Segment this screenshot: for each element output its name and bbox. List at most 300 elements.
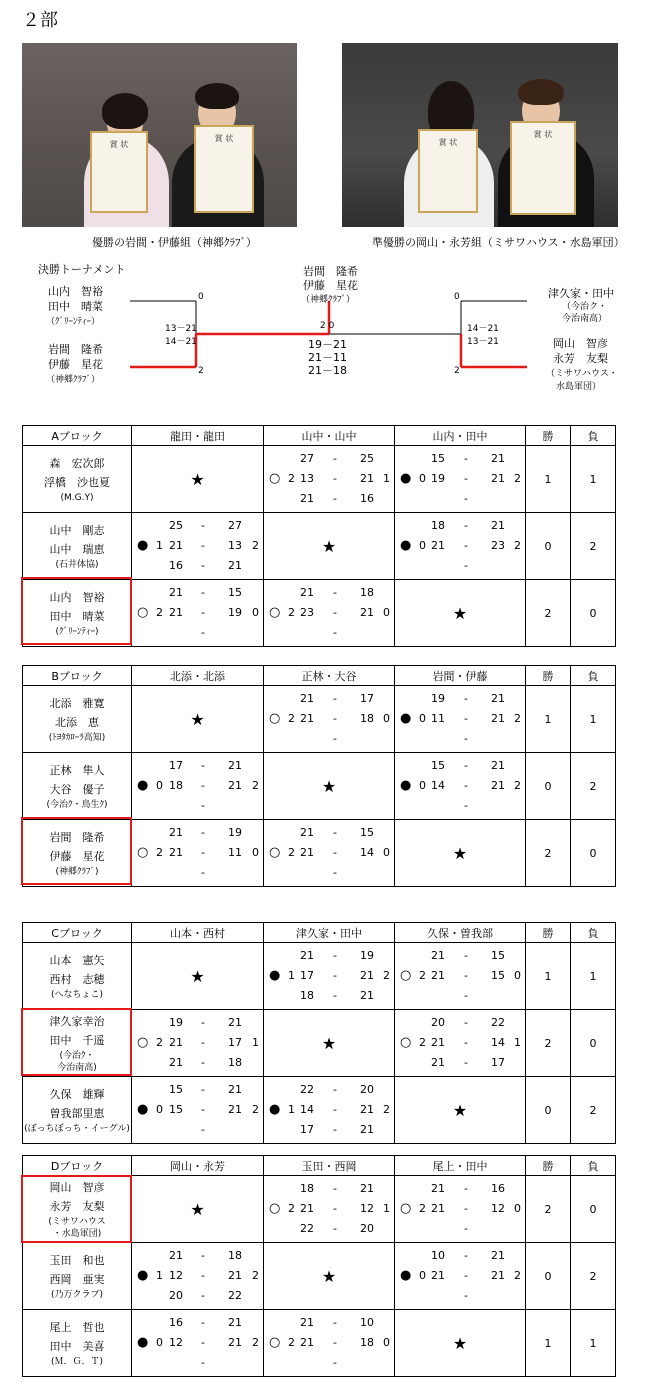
champion-club: （神郷ｸﾗﾌﾞ） — [301, 295, 356, 305]
games-lost: 0 — [383, 1336, 390, 1349]
losses-count: 1 — [571, 1310, 616, 1377]
player-name: 正林 隼人 — [49, 764, 105, 777]
game-score: 17 — [300, 969, 314, 982]
games-won: 0 — [419, 1269, 426, 1282]
losses-count: 0 — [571, 1176, 616, 1243]
column-header: 山内・田中 — [395, 426, 526, 446]
score-dash: - — [464, 452, 468, 465]
self-match-star: ★ — [321, 1266, 337, 1286]
score-dash: - — [464, 969, 468, 982]
team-club: (へなちょこ) — [50, 990, 104, 1000]
score-dash: - — [464, 779, 468, 792]
games-won: 2 — [156, 1036, 163, 1049]
score-dash: - — [201, 586, 205, 599]
games-won: 0 — [156, 779, 163, 792]
score-dash: - — [201, 826, 205, 839]
game-score: 18 — [360, 712, 374, 725]
column-header: 尾上・田中 — [395, 1156, 526, 1176]
games-won: 1 — [156, 539, 163, 552]
score-dash: - — [333, 1123, 337, 1136]
team-club: (M.G.Y) — [60, 493, 94, 503]
self-match-star: ★ — [190, 966, 205, 986]
game-score: 16 — [169, 1316, 183, 1329]
player-name: 岩間 隆希 — [49, 831, 105, 844]
wins-count: 0 — [526, 753, 571, 820]
score-dash: - — [464, 989, 468, 1002]
score-dash: - — [201, 799, 205, 812]
score-dash: - — [201, 1356, 205, 1369]
game-score: 18 — [228, 1056, 242, 1069]
match-cell — [132, 513, 264, 580]
team-club: (ﾄﾖﾀｶﾛｰﾗ高知) — [48, 733, 106, 743]
wins-count: 2 — [526, 820, 571, 887]
score-dash: - — [333, 866, 337, 879]
top-left-player2: 田中 晴菜 — [48, 300, 103, 313]
score-dash: - — [201, 1123, 205, 1136]
winners-photo: 賞 状 賞 状 — [22, 43, 297, 227]
game-score: 21 — [228, 1103, 242, 1116]
match-cell — [264, 753, 395, 820]
score-dash: - — [464, 1289, 468, 1302]
game-score: 19 — [360, 949, 374, 962]
game-score: 21 — [431, 1202, 445, 1215]
player-name: 山内 智裕 — [49, 591, 105, 604]
match-cell — [264, 1077, 395, 1144]
player-name: 浮橋 沙也夏 — [44, 476, 110, 489]
result-mark: ○ — [400, 1035, 412, 1050]
team-cell — [23, 1243, 132, 1310]
match-cell — [264, 820, 395, 887]
bottom-left-club: （神郷ｸﾗﾌﾞ） — [46, 375, 101, 385]
table-row — [23, 686, 616, 753]
score-dash: - — [333, 712, 337, 725]
player-name: 岡山 智彦 — [49, 1181, 105, 1194]
top-right-score: 0 — [454, 292, 460, 302]
game-score: 22 — [300, 1083, 314, 1096]
match-cell — [395, 1310, 526, 1377]
match-cell — [395, 446, 526, 513]
game-score: 21 — [491, 759, 505, 772]
match-cell — [395, 1176, 526, 1243]
score-dash: - — [333, 626, 337, 639]
score-dash: - — [201, 559, 205, 572]
winners-caption: 優勝の岩間・伊藤組（神郷ｸﾗﾌﾞ） — [92, 236, 257, 249]
result-mark: ● — [137, 538, 149, 553]
losses-count: 2 — [571, 513, 616, 580]
wins-count: 2 — [526, 1176, 571, 1243]
wins-header: 勝 — [526, 1156, 571, 1176]
player-name: 田中 美喜 — [49, 1340, 105, 1353]
wins-count: 1 — [526, 686, 571, 753]
score-dash: - — [333, 1182, 337, 1195]
right-game-2: 13－21 — [467, 337, 499, 347]
games-lost: 0 — [383, 712, 390, 725]
games-won: 2 — [288, 1336, 295, 1349]
score-dash: - — [201, 1036, 205, 1049]
game-score: 18 — [360, 1336, 374, 1349]
self-match-star: ★ — [452, 1333, 468, 1353]
games-lost: 0 — [514, 1202, 521, 1215]
games-lost: 2 — [514, 779, 521, 792]
player-name: 山中 瑞恵 — [49, 543, 105, 556]
losses-count: 0 — [571, 1010, 616, 1077]
wins-header: 勝 — [526, 666, 571, 686]
game-score: 14 — [360, 846, 374, 859]
column-header: 正林・大谷 — [264, 666, 395, 686]
match-cell — [395, 943, 526, 1010]
match-cell — [395, 1010, 526, 1077]
result-mark: ● — [137, 1102, 149, 1117]
team-club: (ミサワハウス — [48, 1217, 106, 1227]
game-score: 18 — [228, 1249, 242, 1262]
self-match-star: ★ — [452, 843, 468, 863]
games-lost: 1 — [514, 1036, 521, 1049]
score-dash: - — [464, 559, 468, 572]
team-cell — [23, 513, 132, 580]
game-score: 21 — [491, 519, 505, 532]
result-mark: ● — [400, 711, 412, 726]
game-score: 21 — [300, 492, 314, 505]
player-name: 北添 雅寛 — [49, 697, 105, 710]
game-score: 20 — [360, 1222, 374, 1235]
losses-count: 2 — [571, 753, 616, 820]
game-score: 21 — [300, 949, 314, 962]
table-row — [23, 1077, 616, 1144]
match-cell — [395, 1077, 526, 1144]
match-cell — [264, 1310, 395, 1377]
game-score: 12 — [169, 1336, 183, 1349]
match-cell — [395, 686, 526, 753]
score-dash: - — [464, 1249, 468, 1262]
game-score: 21 — [169, 1056, 183, 1069]
game-score: 21 — [300, 712, 314, 725]
score-dash: - — [464, 1016, 468, 1029]
game-score: 21 — [491, 472, 505, 485]
game-score: 21 — [491, 1249, 505, 1262]
team-club: (今治ｸ・ — [59, 1051, 95, 1061]
result-mark: ○ — [269, 1201, 281, 1216]
right-game-1: 14－21 — [467, 324, 499, 334]
game-score: 22 — [300, 1222, 314, 1235]
result-mark: ● — [400, 778, 412, 793]
game-score: 15 — [169, 1103, 183, 1116]
self-match-star: ★ — [321, 1033, 337, 1053]
game-score: 21 — [360, 1123, 374, 1136]
score-dash: - — [201, 1269, 205, 1282]
player-name: 山本 憲矢 — [49, 954, 105, 967]
score-dash: - — [464, 1202, 468, 1215]
player-name: 田中 晴菜 — [49, 610, 105, 623]
game-score: 21 — [431, 539, 445, 552]
game-score: 21 — [300, 692, 314, 705]
game-score: 10 — [360, 1316, 374, 1329]
losses-header: 負 — [571, 666, 616, 686]
game-score: 21 — [228, 779, 242, 792]
result-mark: ● — [269, 968, 281, 983]
qualifier-highlight — [21, 1175, 132, 1243]
score-dash: - — [333, 492, 337, 505]
final-score: 2 0 — [320, 321, 335, 331]
result-mark: ○ — [269, 1335, 281, 1350]
player-name: 西村 志穂 — [49, 973, 105, 986]
game-score: 27 — [300, 452, 314, 465]
column-header: 岩間・伊藤 — [395, 666, 526, 686]
game-score: 21 — [300, 846, 314, 859]
result-mark: ● — [137, 1335, 149, 1350]
game-score: 17 — [228, 1036, 242, 1049]
score-dash: - — [464, 1056, 468, 1069]
qualifier-highlight — [21, 577, 132, 645]
self-match-star: ★ — [190, 1199, 205, 1219]
game-score: 23 — [491, 539, 505, 552]
column-header: 岡山・永芳 — [132, 1156, 264, 1176]
score-dash: - — [464, 949, 468, 962]
game-score: 21 — [491, 1269, 505, 1282]
games-lost: 0 — [383, 606, 390, 619]
game-score: 27 — [228, 519, 242, 532]
team-club: (今治ｸ・鳥生ｸ) — [46, 800, 108, 810]
score-dash: - — [333, 452, 337, 465]
result-mark: ○ — [269, 471, 281, 486]
left-game-1: 13－21 — [165, 324, 197, 334]
match-cell — [132, 686, 264, 753]
game-score: 21 — [491, 779, 505, 792]
games-won: 2 — [419, 1202, 426, 1215]
qualifier-highlight — [21, 1008, 132, 1076]
score-dash: - — [464, 712, 468, 725]
game-score: 21 — [228, 1016, 242, 1029]
page-heading: ２部 — [22, 10, 58, 31]
self-match-star: ★ — [321, 776, 337, 796]
bottom-left-score: 2 — [198, 366, 204, 376]
result-mark: ○ — [400, 1201, 412, 1216]
score-dash: - — [201, 779, 205, 792]
games-lost: 2 — [383, 1103, 390, 1116]
player-name: 山中 剛志 — [49, 524, 105, 537]
column-header: 北添・北添 — [132, 666, 264, 686]
game-score: 21 — [228, 759, 242, 772]
qualifier-highlight — [21, 817, 132, 885]
game-score: 12 — [360, 1202, 374, 1215]
result-mark: ● — [400, 538, 412, 553]
losses-count: 2 — [571, 1077, 616, 1144]
game-score: 15 — [360, 826, 374, 839]
result-mark: ● — [137, 1268, 149, 1283]
games-won: 2 — [288, 712, 295, 725]
game-score: 21 — [360, 472, 374, 485]
score-dash: - — [464, 519, 468, 532]
game-score: 21 — [360, 989, 374, 1002]
column-header: 山中・山中 — [264, 426, 395, 446]
score-dash: - — [201, 1336, 205, 1349]
losses-count: 2 — [571, 1243, 616, 1310]
bottom-right-score: 2 — [454, 366, 460, 376]
score-dash: - — [201, 759, 205, 772]
score-dash: - — [464, 732, 468, 745]
table-row — [23, 1243, 616, 1310]
result-mark: ○ — [137, 845, 149, 860]
losses-count: 1 — [571, 446, 616, 513]
score-dash: - — [333, 1356, 337, 1369]
self-match-star: ★ — [190, 709, 205, 729]
block-title: Cブロック — [23, 923, 132, 943]
game-score: 22 — [228, 1289, 242, 1302]
games-lost: 2 — [252, 1103, 259, 1116]
top-right-club1: （今治ク・ — [562, 302, 608, 312]
score-dash: - — [464, 1036, 468, 1049]
game-score: 17 — [300, 1123, 314, 1136]
result-mark: ○ — [137, 1035, 149, 1050]
score-dash: - — [201, 1056, 205, 1069]
game-score: 15 — [431, 452, 445, 465]
table-row — [23, 1310, 616, 1377]
top-right-team: 津久家・田中 — [548, 287, 614, 300]
game-score: 18 — [360, 586, 374, 599]
score-dash: - — [333, 472, 337, 485]
games-lost: 2 — [252, 779, 259, 792]
games-won: 0 — [419, 779, 426, 792]
games-lost: 1 — [252, 1036, 259, 1049]
champion-player2: 伊藤 星花 — [303, 279, 358, 292]
game-score: 21 — [169, 1249, 183, 1262]
game-score: 21 — [169, 606, 183, 619]
game-score: 15 — [491, 949, 505, 962]
column-header: 龍田・龍田 — [132, 426, 264, 446]
game-score: 21 — [228, 559, 242, 572]
block-title: Bブロック — [23, 666, 132, 686]
games-lost: 2 — [514, 1269, 521, 1282]
match-cell — [132, 1077, 264, 1144]
losses-header: 負 — [571, 426, 616, 446]
game-score: 13 — [228, 539, 242, 552]
player-name: 大谷 優子 — [49, 783, 105, 796]
games-won: 2 — [288, 472, 295, 485]
bottom-right-player1: 岡山 智彦 — [553, 337, 608, 350]
team-club: (石井体協) — [55, 560, 99, 570]
block-title: Dブロック — [23, 1156, 132, 1176]
player-name: 久保 雄輝 — [49, 1088, 105, 1101]
self-match-star: ★ — [452, 603, 468, 623]
player-name: 西岡 亜実 — [49, 1273, 105, 1286]
game-score: 21 — [431, 1056, 445, 1069]
table-row — [23, 513, 616, 580]
self-match-star: ★ — [321, 536, 337, 556]
top-left-score: 0 — [198, 292, 204, 302]
games-won: 2 — [156, 846, 163, 859]
column-header: 津久家・田中 — [264, 923, 395, 943]
score-dash: - — [464, 759, 468, 772]
games-won: 1 — [156, 1269, 163, 1282]
game-score: 22 — [491, 1016, 505, 1029]
score-dash: - — [201, 1103, 205, 1116]
losses-count: 0 — [571, 580, 616, 647]
wins-count: 0 — [526, 1243, 571, 1310]
match-cell — [132, 1243, 264, 1310]
game-score: 21 — [491, 692, 505, 705]
wins-count: 2 — [526, 1010, 571, 1077]
game-score: 21 — [228, 1336, 242, 1349]
player-name: 森 宏次郎 — [49, 457, 105, 470]
games-lost: 0 — [383, 846, 390, 859]
games-won: 1 — [288, 969, 295, 982]
block-title: Aブロック — [23, 426, 132, 446]
column-header: 山本・西村 — [132, 923, 264, 943]
match-cell — [395, 1243, 526, 1310]
team-cell — [23, 1077, 132, 1144]
player-name: 玉田 和也 — [49, 1254, 105, 1267]
team-club: (ぼっちぼっち・イーグル) — [24, 1124, 130, 1134]
player-name: 北添 恵 — [55, 716, 99, 729]
game-score: 15 — [431, 759, 445, 772]
score-dash: - — [201, 846, 205, 859]
table-row — [23, 753, 616, 820]
runners-up-caption: 準優勝の岡山・永芳組（ミサワハウス・水島軍団） — [372, 236, 625, 249]
games-lost: 1 — [383, 1202, 390, 1215]
result-mark: ○ — [137, 605, 149, 620]
game-score: 15 — [169, 1083, 183, 1096]
score-dash: - — [333, 969, 337, 982]
player-name: 津久家幸治 — [49, 1015, 105, 1028]
match-cell — [264, 1010, 395, 1077]
match-cell — [264, 686, 395, 753]
top-right-club2: 今治南高） — [562, 314, 608, 324]
match-cell — [264, 1243, 395, 1310]
game-score: 20 — [360, 1083, 374, 1096]
game-score: 19 — [228, 826, 242, 839]
team-club: 今治南高) — [57, 1063, 97, 1073]
game-score: 21 — [169, 539, 183, 552]
team-cell — [23, 446, 132, 513]
game-score: 21 — [228, 1269, 242, 1282]
game-score: 20 — [169, 1289, 183, 1302]
bottom-right-player2: 永芳 友梨 — [553, 352, 608, 365]
bottom-left-player2: 伊藤 星花 — [48, 358, 103, 371]
score-dash: - — [333, 949, 337, 962]
result-mark: ○ — [269, 845, 281, 860]
wins-count: 0 — [526, 513, 571, 580]
game-score: 20 — [431, 1016, 445, 1029]
match-cell — [264, 446, 395, 513]
game-score: 21 — [491, 712, 505, 725]
games-lost: 2 — [514, 539, 521, 552]
team-cell — [23, 1310, 132, 1377]
game-score: 13 — [300, 472, 314, 485]
score-dash: - — [333, 732, 337, 745]
game-score: 21 — [169, 846, 183, 859]
player-name: 伊藤 星花 — [49, 850, 105, 863]
match-cell — [132, 580, 264, 647]
game-score: 19 — [228, 606, 242, 619]
games-won: 0 — [419, 712, 426, 725]
result-mark: ○ — [400, 968, 412, 983]
match-cell — [132, 1310, 264, 1377]
game-score: 21 — [300, 586, 314, 599]
score-dash: - — [464, 1269, 468, 1282]
player-name: 尾上 哲也 — [49, 1321, 105, 1334]
game-score: 19 — [169, 1016, 183, 1029]
match-cell — [264, 580, 395, 647]
game-score: 16 — [360, 492, 374, 505]
score-dash: - — [333, 1316, 337, 1329]
team-cell — [23, 753, 132, 820]
match-cell — [132, 943, 264, 1010]
games-won: 0 — [156, 1336, 163, 1349]
game-score: 12 — [169, 1269, 183, 1282]
final-game-1: 19－21 — [308, 338, 347, 351]
score-dash: - — [201, 1249, 205, 1262]
score-dash: - — [333, 606, 337, 619]
team-club: (ｸﾞﾘｰﾝﾃｨｰ) — [55, 627, 99, 637]
